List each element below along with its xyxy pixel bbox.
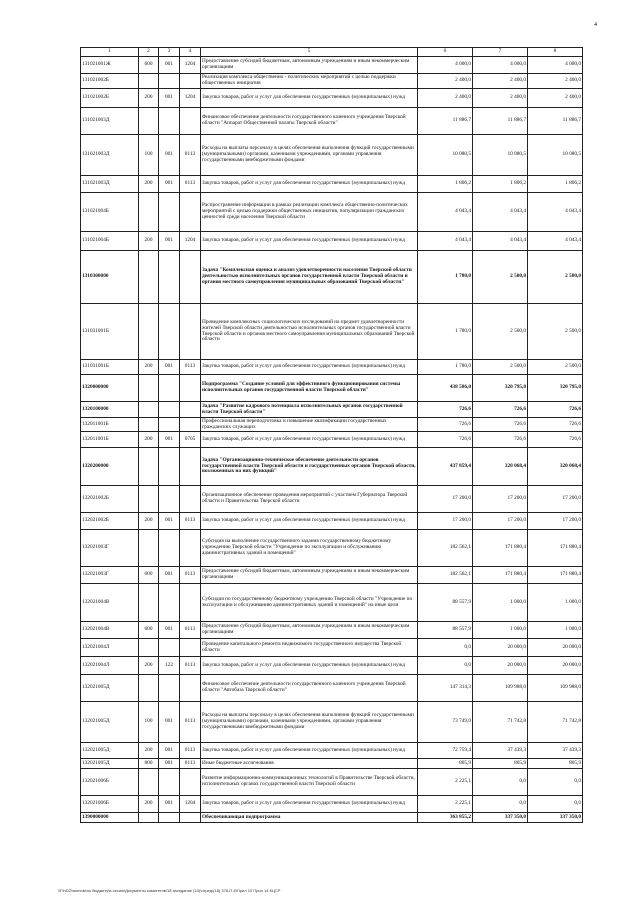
ministry-code-cell [159,108,180,135]
kcsr-code-cell: 131021004Б [81,193,139,232]
amount-year3-cell: 0,0 [528,769,583,796]
description-cell: Проведение комплексных социологических исследований на предмет удовлетворенности жителей Тверской области деятельностью исполнительных органов государственной власти Тверской области и органов местного самоуправления муниципальных образований Тверской области [201,304,418,360]
expense-type-cell: 200 [139,796,159,813]
ministry-code-cell [159,418,180,432]
ministry-code-cell [159,584,180,622]
section-code-cell: 0113 [180,360,201,375]
section-code-cell: 0113 [180,622,201,639]
expense-type-cell [139,675,159,702]
expense-type-cell [139,304,159,360]
table-row [81,176,583,193]
ministry-code-cell: 001 [159,89,180,108]
expense-type-cell: 200 [139,89,159,108]
amount-year2-cell: 109 988,0 [473,675,528,702]
description-cell: Профессиональная переподготовка и повышение квалификации государственных гражданских служащих [201,418,418,432]
table-row [81,193,583,232]
header-cell: 4 [180,48,201,57]
amount-year3-cell: 0,0 [528,796,583,813]
section-code-cell [180,251,201,304]
amount-year3-cell: 320 795,0 [528,375,583,402]
amount-year2-cell: 2 400,0 [473,74,528,89]
header-cell: 3 [159,48,180,57]
expense-type-cell [139,448,159,486]
amount-year2-cell: 726,6 [473,418,528,432]
description-cell: Субсидия на выполнение государственного задания государственному бюджетному учреждению Тверской области "Учреждение по эксплуатации и обслуживанию административных зданий и помещений" [201,530,418,567]
table-row [81,513,583,530]
section-code-cell [180,375,201,402]
amount-year2-cell: 2 500,0 [473,360,528,375]
amount-year2-cell: 320 068,4 [473,448,528,486]
section-code-cell [180,530,201,567]
ministry-code-cell [159,251,180,304]
ministry-code-cell: 001 [159,759,180,769]
kcsr-code-cell: 132021003Г [81,567,139,584]
expense-type-cell [139,813,159,823]
amount-year1-cell: 17 200,0 [418,486,473,513]
amount-year1-cell: 10 080,5 [418,135,473,176]
ministry-code-cell: 001 [159,513,180,530]
amount-year2-cell: 20 000,0 [473,639,528,657]
ministry-code-cell: 001 [159,622,180,639]
amount-year1-cell: 726,6 [418,418,473,432]
section-code-cell: 1204 [180,89,201,108]
section-code-cell [180,108,201,135]
table-row [81,232,583,251]
section-code-cell [180,813,201,823]
kcsr-code-cell: 132021004Л [81,639,139,657]
amount-year3-cell: 2 400,0 [528,89,583,108]
amount-year2-cell: 320 795,0 [473,375,528,402]
table-row [81,74,583,89]
kcsr-code-cell: 1310300000 [81,251,139,304]
amount-year3-cell: 171 880,4 [528,567,583,584]
budget-table-body [81,48,583,823]
kcsr-code-cell: 132021005Д [81,759,139,769]
amount-year3-cell: 2 500,0 [528,360,583,375]
ministry-code-cell [159,375,180,402]
ministry-code-cell: 001 [159,232,180,251]
header-cell: 8 [528,48,583,57]
section-code-cell [180,675,201,702]
expense-type-cell: 600 [139,567,159,584]
expense-type-cell: 800 [139,759,159,769]
amount-year1-cell: 438 586,0 [418,375,473,402]
description-cell: Закупка товаров, работ и услуг для обеспечения государственных (муниципальных) нужд [201,89,418,108]
kcsr-code-cell: 1320200000 [81,448,139,486]
ministry-code-cell [159,530,180,567]
ministry-code-cell: 001 [159,567,180,584]
section-code-cell [180,193,201,232]
expense-type-cell: 200 [139,360,159,375]
amount-year2-cell: 171 880,4 [473,530,528,567]
section-code-cell: 0113 [180,513,201,530]
amount-year3-cell: 726,6 [528,432,583,448]
amount-year3-cell: 109 988,0 [528,675,583,702]
kcsr-code-cell: 131021001Ж [81,57,139,74]
ministry-code-cell: 001 [159,796,180,813]
amount-year1-cell: 182 562,1 [418,530,473,567]
table-row [81,375,583,402]
amount-year1-cell: 726,6 [418,432,473,448]
amount-year1-cell: 2 400,0 [418,89,473,108]
description-cell: Субсидия по государственному бюджетному учреждению Тверской области "Учреждение по эксплуатации и обслуживанию административных зданий и помещений" на иные цели [201,584,418,622]
amount-year1-cell: 2 225,1 [418,796,473,813]
section-code-cell [180,448,201,486]
kcsr-code-cell: 1320100000 [81,402,139,418]
ministry-code-cell: 122 [159,657,180,675]
amount-year3-cell: 2 500,0 [528,251,583,304]
description-cell: Обеспечивающая подпрограмма [201,813,418,823]
amount-year1-cell: 2 400,0 [418,74,473,89]
amount-year1-cell: 437 859,4 [418,448,473,486]
amount-year1-cell: 363 855,2 [418,813,473,823]
table-row [81,657,583,675]
ministry-code-cell: 001 [159,432,180,448]
kcsr-code-cell: 132021005Д [81,743,139,759]
amount-year3-cell: 17 200,0 [528,513,583,530]
expense-type-cell: 600 [139,622,159,639]
section-code-cell: 1204 [180,796,201,813]
expense-type-cell [139,74,159,89]
section-code-cell [180,74,201,89]
description-cell: Задача "Комплексная оценка и анализ удовлетворенности населения Тверской области деятельностью исполнительных органов государственной власти Тверской области и органов местного самоуправления муниципальных образований Тверской области" [201,251,418,304]
description-cell: Расходы на выплаты персоналу в целях обеспечения выполнения функций государственными (муниципальными) органами, казенными учреждениями, органами управления государственными внебюджетными фондами [201,135,418,176]
header-cell: 6 [418,48,473,57]
expense-type-cell: 200 [139,432,159,448]
section-code-cell: 0113 [180,702,201,743]
amount-year2-cell: 11 886,7 [473,108,528,135]
table-row [81,89,583,108]
table-row [81,57,583,74]
kcsr-code-cell: 131021004Б [81,232,139,251]
description-cell: Закупка товаров, работ и услуг для обеспечения государственных (муниципальных) нужд [201,657,418,675]
amount-year3-cell: 1 806,2 [528,176,583,193]
kcsr-code-cell: 132021002Б [81,486,139,513]
header-cell: 7 [473,48,528,57]
amount-year3-cell: 37 439,3 [528,743,583,759]
kcsr-code-cell: 131021002Б [81,89,139,108]
table-row [81,251,583,304]
description-cell: Закупка товаров, работ и услуг для обеспечения государственных (муниципальных) нужд [201,176,418,193]
kcsr-code-cell: 132021005Д [81,675,139,702]
kcsr-code-cell: 132021004Л [81,657,139,675]
amount-year2-cell: 1 000,0 [473,584,528,622]
table-row [81,675,583,702]
expense-type-cell: 200 [139,176,159,193]
amount-year1-cell: 11 886,7 [418,108,473,135]
table-row [81,796,583,813]
description-cell: Распространение информации в рамках реализации комплекса общественно-политических мероприятий с целью поддержки общественных инициатив, популяризации гражданских ценностей среди населения Тверской области [201,193,418,232]
ministry-code-cell [159,639,180,657]
amount-year2-cell: 10 080,5 [473,135,528,176]
description-cell: Закупка товаров, работ и услуг для обеспечения государственных (муниципальных) нужд [201,432,418,448]
ministry-code-cell [159,486,180,513]
expense-type-cell [139,251,159,304]
amount-year3-cell: 1 000,0 [528,622,583,639]
amount-year1-cell: 73 749,0 [418,702,473,743]
ministry-code-cell: 001 [159,743,180,759]
amount-year2-cell: 17 200,0 [473,486,528,513]
section-code-cell [180,486,201,513]
amount-year1-cell: 726,6 [418,402,473,418]
kcsr-code-cell: 131021002Б [81,74,139,89]
kcsr-code-cell: 132021005Д [81,702,139,743]
amount-year1-cell: 182 562,1 [418,567,473,584]
section-code-cell [180,769,201,796]
amount-year1-cell: 4 043,4 [418,232,473,251]
amount-year1-cell: 0,0 [418,639,473,657]
amount-year1-cell: 4 000,0 [418,57,473,74]
expense-type-cell: 100 [139,702,159,743]
section-code-cell: 0113 [180,567,201,584]
ministry-code-cell: 001 [159,135,180,176]
amount-year1-cell: 72 759,4 [418,743,473,759]
ministry-code-cell: 001 [159,57,180,74]
amount-year2-cell: 4 043,4 [473,232,528,251]
amount-year2-cell: 20 000,0 [473,657,528,675]
amount-year2-cell: 726,6 [473,402,528,418]
kcsr-code-cell: 131031001Б [81,360,139,375]
expense-type-cell [139,769,159,796]
description-cell: Развитие информационно-коммуникационных технологий в Правительстве Тверской области, исполнительных органах государственной власти Тверской области [201,769,418,796]
description-cell: Предоставление субсидий бюджетным, автономным учреждениям и иным некоммерческим организациям [201,567,418,584]
table-row [81,108,583,135]
amount-year3-cell: 320 068,4 [528,448,583,486]
table-row [81,486,583,513]
ministry-code-cell [159,402,180,418]
kcsr-code-cell: 132021004В [81,584,139,622]
description-cell: Закупка товаров, работ и услуг для обеспечения государственных (муниципальных) нужд [201,360,418,375]
ministry-code-cell [159,769,180,796]
kcsr-code-cell: 132021006Б [81,769,139,796]
budget-table [80,47,583,823]
table-row [81,448,583,486]
description-cell: Финансовое обеспечение деятельности государственного казенного учреждения Тверской области "Аппарат Общественной палаты Тверской области" [201,108,418,135]
section-code-cell: 0705 [180,432,201,448]
description-cell: Закупка товаров, работ и услуг для обеспечения государственных (муниципальных) нужд [201,796,418,813]
amount-year3-cell: 1 000,0 [528,584,583,622]
amount-year1-cell: 2 225,1 [418,769,473,796]
amount-year2-cell: 0,0 [473,769,528,796]
table-row [81,304,583,360]
table-row [81,759,583,769]
amount-year1-cell: 17 200,0 [418,513,473,530]
ministry-code-cell [159,675,180,702]
expense-type-cell [139,584,159,622]
amount-year1-cell: 1 780,0 [418,304,473,360]
section-code-cell: 1204 [180,57,201,74]
description-cell: Финансовое обеспечение деятельности государственного казенного учреждения Тверской области "Автобаза Тверской области" [201,675,418,702]
table-row [81,530,583,567]
description-cell: Закупка товаров, работ и услуг для обеспечения государственных (муниципальных) нужд [201,743,418,759]
amount-year2-cell: 4 000,0 [473,57,528,74]
section-code-cell [180,304,201,360]
section-code-cell: 0113 [180,176,201,193]
footer-file-path: \\FinDZ\эконом\по бюджету\в сесию\Документы комитетов\18 заседание (10)\отред\(18) 378-П-6\Прил 10 Прил 14 КЦСР [58,888,281,893]
ministry-code-cell: 001 [159,360,180,375]
kcsr-code-cell: 132021004В [81,622,139,639]
expense-type-cell: 200 [139,513,159,530]
kcsr-code-cell: 132021002Б [81,513,139,530]
amount-year2-cell: 37 439,3 [473,743,528,759]
amount-year3-cell: 726,6 [528,418,583,432]
amount-year3-cell: 20 000,0 [528,639,583,657]
expense-type-cell: 600 [139,57,159,74]
expense-type-cell [139,402,159,418]
expense-type-cell [139,486,159,513]
ministry-code-cell [159,304,180,360]
amount-year1-cell: 147 314,3 [418,675,473,702]
description-cell: Закупка товаров, работ и услуг для обеспечения государственных (муниципальных) нужд [201,513,418,530]
expense-type-cell [139,418,159,432]
amount-year1-cell: 0,0 [418,657,473,675]
description-cell: Предоставление субсидий бюджетным, автономным учреждениям и иным некоммерческим организациям [201,57,418,74]
kcsr-code-cell: 131021003Д [81,108,139,135]
amount-year2-cell: 726,6 [473,432,528,448]
amount-year3-cell: 17 200,0 [528,486,583,513]
amount-year2-cell: 0,0 [473,796,528,813]
table-header-row [81,48,583,57]
amount-year2-cell: 2 400,0 [473,89,528,108]
header-cell: 2 [139,48,159,57]
description-cell: Организационное обеспечение проведения мероприятий с участием Губернатора Тверской области и Правительства Тверской области [201,486,418,513]
table-row [81,769,583,796]
table-row [81,402,583,418]
section-code-cell: 0113 [180,135,201,176]
table-row [81,360,583,375]
kcsr-code-cell: 1320000000 [81,375,139,402]
section-code-cell: 1204 [180,232,201,251]
table-row [81,418,583,432]
ministry-code-cell [159,813,180,823]
description-cell: Иные бюджетные ассигнования [201,759,418,769]
amount-year2-cell: 2 500,0 [473,251,528,304]
amount-year1-cell: 4 043,4 [418,193,473,232]
expense-type-cell [139,108,159,135]
description-cell: Задача "Организационно-техническое обеспечение деятельности органов государственной власти Тверской области и государственных органов Тверской области, возложенных на них функций" [201,448,418,486]
table-row [81,567,583,584]
amount-year1-cell: 1 780,0 [418,360,473,375]
kcsr-code-cell: 132011001Б [81,418,139,432]
amount-year3-cell: 10 080,5 [528,135,583,176]
expense-type-cell [139,375,159,402]
amount-year3-cell: 20 000,0 [528,657,583,675]
ministry-code-cell: 001 [159,702,180,743]
description-cell: Проведение капитального ремонта недвижимого государственного имущества Тверской области [201,639,418,657]
table-row [81,639,583,657]
page-number: 4 [594,22,597,28]
ministry-code-cell [159,448,180,486]
expense-type-cell: 200 [139,657,159,675]
ministry-code-cell [159,74,180,89]
description-cell: Закупка товаров, работ и услуг для обеспечения государственных (муниципальных) нужд [201,232,418,251]
table-row [81,702,583,743]
amount-year3-cell: 2 400,0 [528,74,583,89]
description-cell: Задача "Развитие кадрового потенциала исполнительных органов государственной власти Тверской области" [201,402,418,418]
description-cell: Подпрограмма "Создание условий для эффективного функционирования системы исполнительных органов государственной власти Тверской области" [201,375,418,402]
amount-year3-cell: 71 742,8 [528,702,583,743]
header-cell: 5 [201,48,418,57]
amount-year3-cell: 171 880,4 [528,530,583,567]
amount-year2-cell: 2 500,0 [473,304,528,360]
section-code-cell [180,584,201,622]
amount-year2-cell: 1 000,0 [473,622,528,639]
section-code-cell [180,639,201,657]
amount-year2-cell: 17 200,0 [473,513,528,530]
amount-year2-cell: 71 742,8 [473,702,528,743]
description-cell: Реализация комплекса общественно - политических мероприятий с целью поддержки общественных инициатив [201,74,418,89]
amount-year2-cell: 4 043,4 [473,193,528,232]
amount-year1-cell: 88 557,9 [418,584,473,622]
table-row [81,813,583,823]
expense-type-cell: 200 [139,743,159,759]
table-row [81,622,583,639]
amount-year1-cell: 1 806,2 [418,176,473,193]
expense-type-cell: 200 [139,232,159,251]
kcsr-code-cell: 132011001Б [81,432,139,448]
kcsr-code-cell: 131031001Б [81,304,139,360]
expense-type-cell [139,193,159,232]
amount-year3-cell: 11 886,7 [528,108,583,135]
description-cell: Предоставление субсидий бюджетным, автономным учреждениям и иным некоммерческим организациям [201,622,418,639]
section-code-cell: 0113 [180,743,201,759]
amount-year2-cell: 1 806,2 [473,176,528,193]
expense-type-cell [139,530,159,567]
amount-year3-cell: 4 043,4 [528,193,583,232]
header-cell: 1 [81,48,139,57]
expense-type-cell: 100 [139,135,159,176]
ministry-code-cell [159,193,180,232]
ministry-code-cell: 001 [159,176,180,193]
kcsr-code-cell: 132021006Б [81,796,139,813]
section-code-cell [180,418,201,432]
amount-year3-cell: 2 500,0 [528,304,583,360]
section-code-cell: 0113 [180,657,201,675]
amount-year1-cell: 805,9 [418,759,473,769]
kcsr-code-cell: 132021003Г [81,530,139,567]
table-row [81,743,583,759]
expense-type-cell [139,639,159,657]
table-row [81,432,583,448]
amount-year3-cell: 726,6 [528,402,583,418]
section-code-cell [180,402,201,418]
amount-year1-cell: 88 557,9 [418,622,473,639]
kcsr-code-cell: 131021003Д [81,176,139,193]
amount-year3-cell: 805,9 [528,759,583,769]
section-code-cell: 0113 [180,759,201,769]
table-row [81,584,583,622]
amount-year2-cell: 337 350,0 [473,813,528,823]
kcsr-code-cell: 1390000000 [81,813,139,823]
kcsr-code-cell: 131021003Д [81,135,139,176]
amount-year3-cell: 4 043,4 [528,232,583,251]
amount-year2-cell: 171 880,4 [473,567,528,584]
amount-year2-cell: 805,9 [473,759,528,769]
description-cell: Расходы на выплаты персоналу в целях обеспечения выполнения функций государственными (муниципальными) органами, казенными учреждениями, органами управления государственными внебюджетными фондами [201,702,418,743]
amount-year1-cell: 1 780,0 [418,251,473,304]
table-row [81,135,583,176]
amount-year3-cell: 337 350,0 [528,813,583,823]
amount-year3-cell: 4 000,0 [528,57,583,74]
